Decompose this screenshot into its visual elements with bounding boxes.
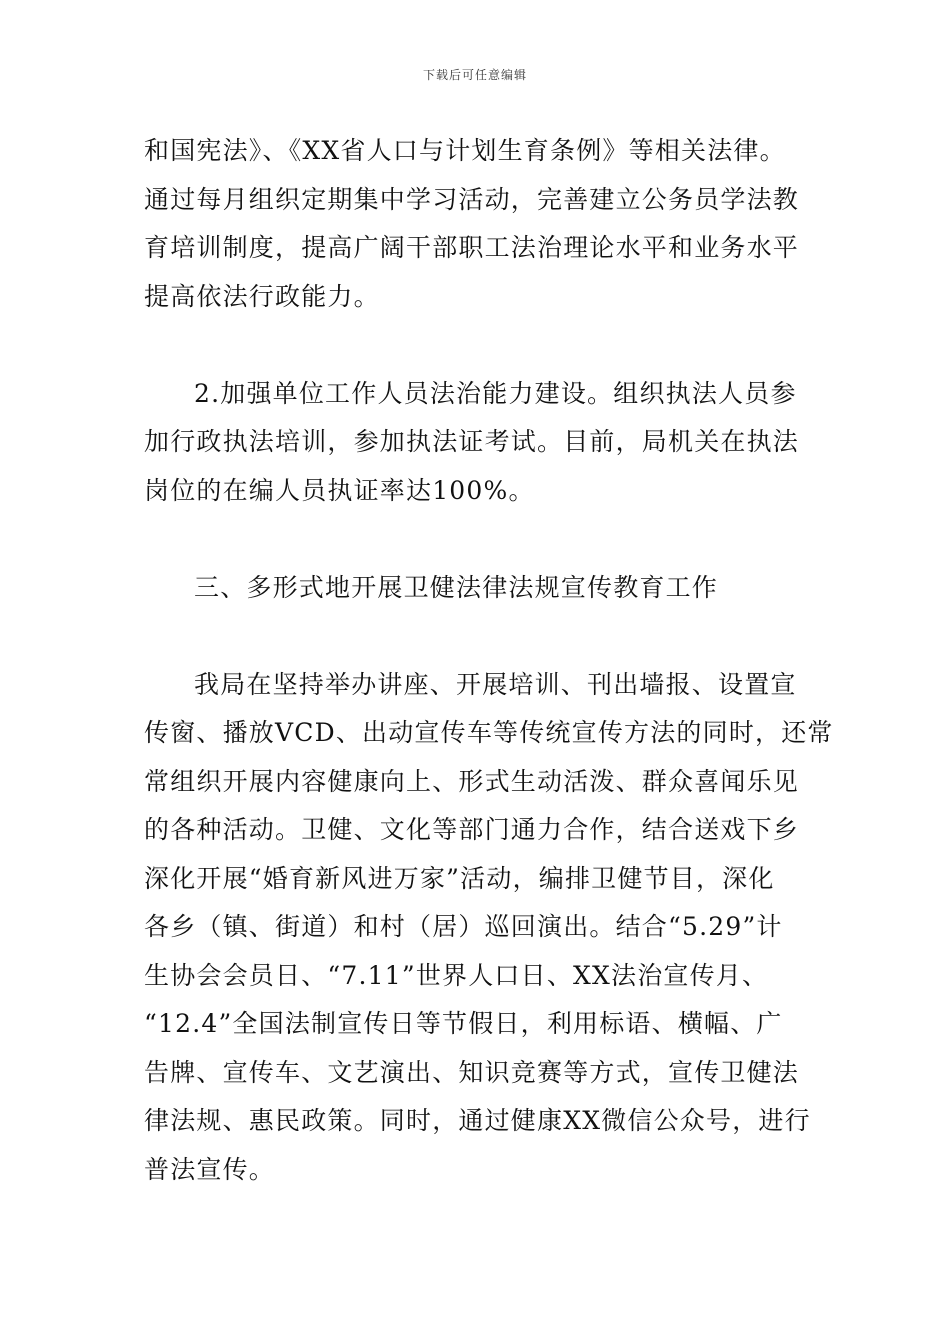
paragraph-law-study [144, 127, 810, 321]
text-line: 育培训制度，提高广阔干部职工法治理论水平和业务水平 [144, 233, 800, 262]
text-line: 我局在坚持举办讲座、开展培训、刊出墙报、设置宣 [194, 669, 797, 699]
text-line: 2.加强单位工作人员法治能力建设。组织执法人员参 [194, 378, 797, 408]
paragraph-item-2 [144, 370, 810, 516]
text-line: 常组织开展内容健康向上、形式生动活泼、群众喜闻乐见 [144, 766, 800, 796]
text-line: 提高依法行政能力。 [144, 281, 380, 311]
text-line: 传窗、播放VCD、出动宣传车等传统宣传方法的同时，还常 [144, 718, 834, 747]
paragraph-spacer [144, 321, 810, 370]
section-heading-text: 三、多形式地开展卫健法律法规宣传教育工作 [194, 572, 719, 602]
text-line: 加行政执法培训，参加执法证考试。目前，局机关在执法 [144, 427, 800, 456]
paragraph-spacer [144, 612, 810, 661]
text-line: 生协会会员日、“7.11”世界人口日、XX法治宣传月、 [144, 960, 769, 990]
text-line: 普法宣传。 [144, 1154, 276, 1184]
document-body [144, 127, 834, 1194]
text-line: 深化开展“婚育新风进万家”活动，编排卫健节目，深化 [144, 863, 775, 893]
text-line: “12.4”全国法制宣传日等节假日，利用标语、横幅、广 [144, 1009, 783, 1038]
text-line: 律法规、惠民政策。同时，通过健康XX微信公众号，进行 [144, 1106, 811, 1135]
text-line: 岗位的在编人员执证率达100%。 [144, 475, 535, 505]
section-heading [144, 564, 810, 613]
text-line: 的各种活动。卫健、文化等部门通力合作，结合送戏下乡 [144, 815, 800, 844]
paragraph-publicity [144, 661, 834, 1195]
text-line: 通过每月组织定期集中学习活动，完善建立公务员学法教 [144, 184, 800, 214]
text-line: 和国宪法》、《XX省人口与计划生育条例》等相关法律。 [144, 136, 786, 165]
page-header-note: 下载后可任意编辑 [422, 68, 527, 82]
text-line: 告牌、宣传车、文艺演出、知识竞赛等方式，宣传卫健法 [144, 1057, 800, 1087]
text-line: 各乡（镇、街道）和村（居）巡回演出。结合“5.29”计 [144, 912, 783, 941]
paragraph-spacer [144, 515, 810, 564]
